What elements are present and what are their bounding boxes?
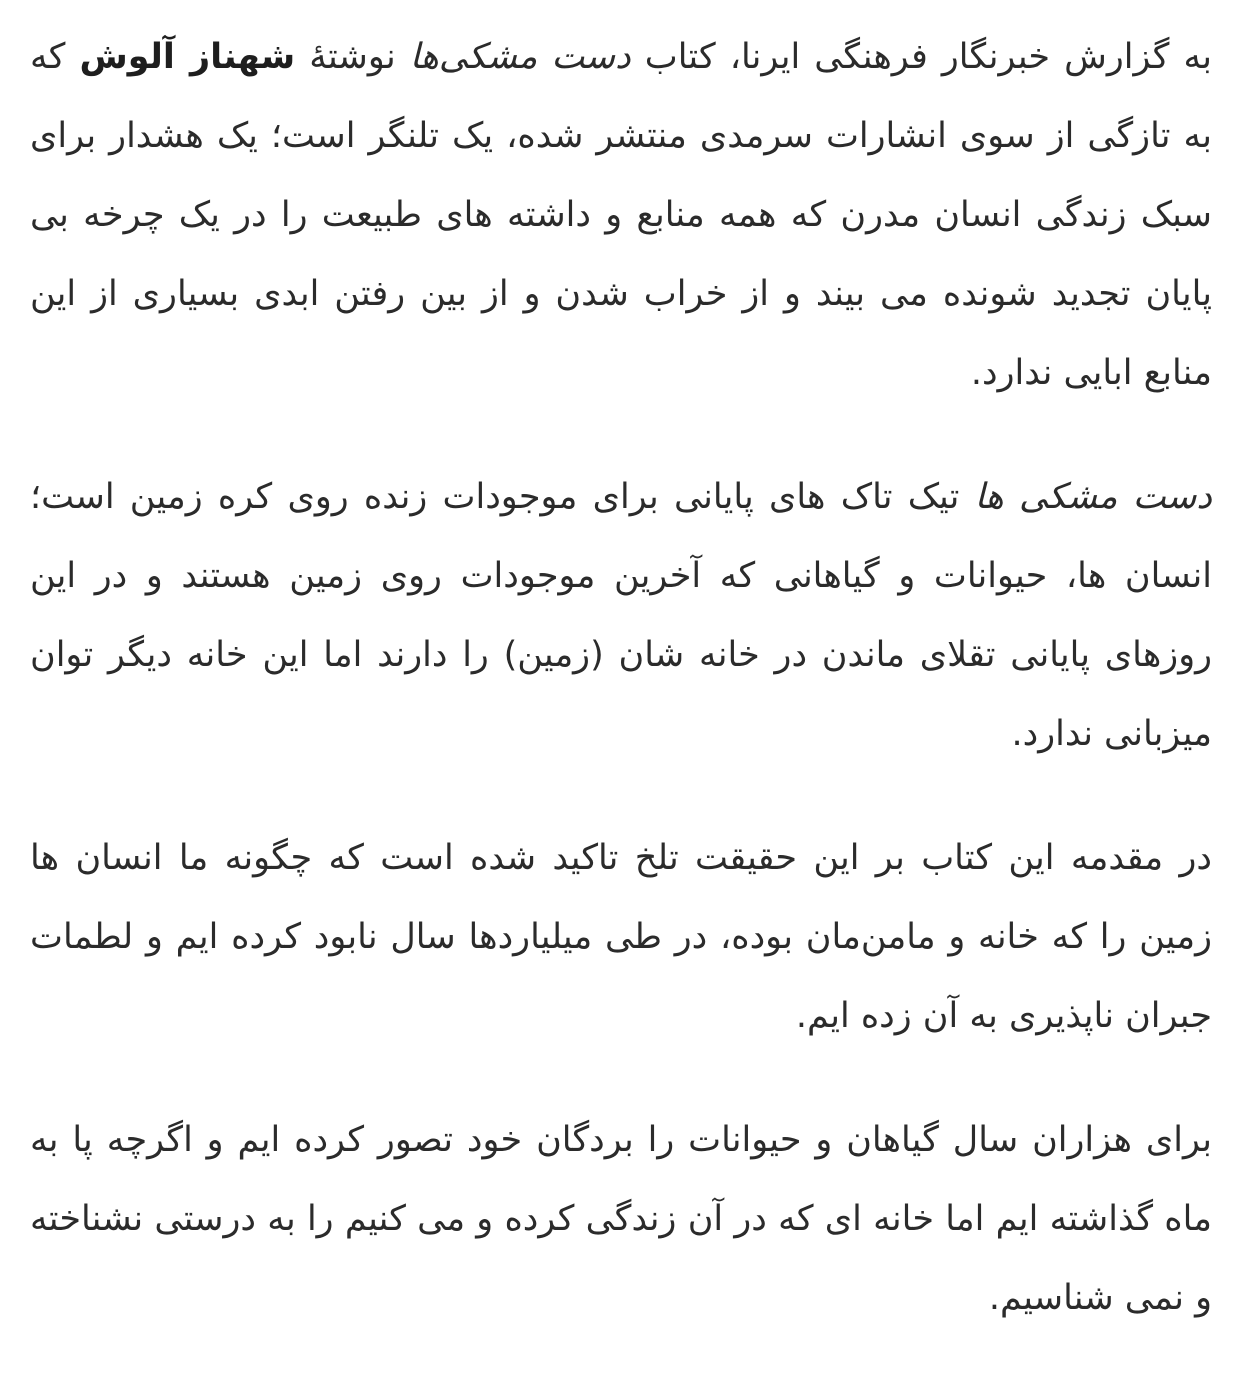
- book-title-mention: دست مشکی ها: [974, 477, 1213, 517]
- paragraph-summary: [30, 458, 1212, 774]
- author-name: شهناز آلوش: [79, 37, 296, 77]
- paragraph-intro: [30, 18, 1212, 413]
- intro-text-3: که به تازگی از سوی انشارات سرمدی منتشر شده، یک تلنگر است؛ یک هشدار برای سبک زندگی انسان مدرن که همه منابع و داشته های طبیعت را در یک چرخه بی پایان تجدید شونده می بیند و از خراب شدن و از بین رفتن ابدی بسیاری از این منابع ابایی ندارد.: [30, 37, 1212, 393]
- paragraph-closing: برای هزاران سال گیاهان و حیوانات را بردگان خود تصور کرده ایم و اگرچه پا به ماه گذاشته ایم اما خانه ای که در آن زندگی کرده و می کنیم را به درستی نشناخته و نمی شناسیم.: [30, 1120, 1212, 1318]
- book-title: دست مشکی‌ها: [409, 37, 631, 77]
- intro-text-1: به گزارش خبرنگار فرهنگی ایرنا، کتاب: [630, 37, 1213, 77]
- summary-text: تیک تاک های پایانی برای موجودات زنده روی کره زمین است؛ انسان ها، حیوانات و گیاهانی که آخرین موجودات روی زمین هستند و در این روزهای پایانی تقلای ماندن در خانه شان (زمین) را دارند اما این خانه دیگر توان میزبانی ندارد.: [30, 477, 1212, 754]
- paragraph-preface: در مقدمه این کتاب بر این حقیقت تلخ تاکید شده است که چگونه ما انسان ها زمین را که خانه و مامن‌مان بوده، در طی میلیاردها سال نابود کرده ایم و لطمات جبران ناپذیری به آن زده ایم.: [30, 838, 1212, 1036]
- intro-text-2: نوشتهٔ: [295, 37, 410, 77]
